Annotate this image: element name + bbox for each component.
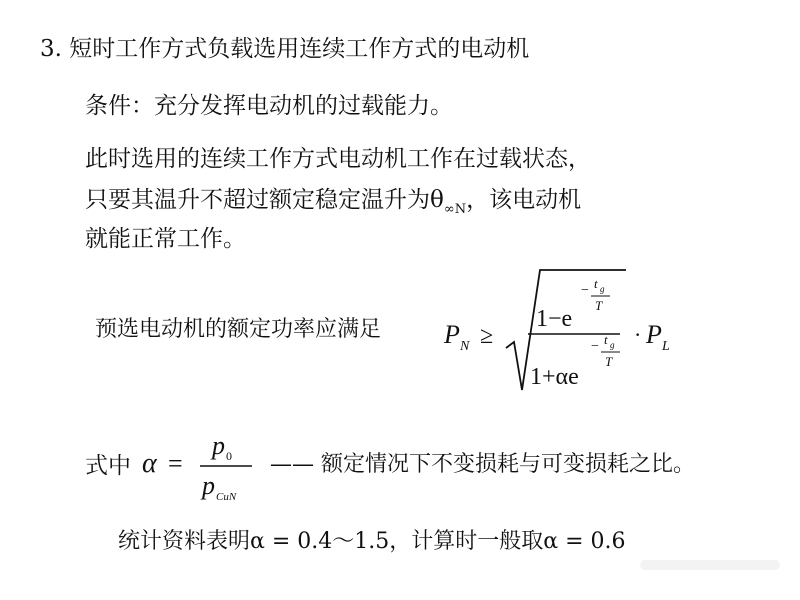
alpha-den-p: p bbox=[202, 471, 215, 500]
rated-power-formula bbox=[440, 262, 690, 402]
theta-subscript: ∞N bbox=[443, 202, 467, 217]
alpha-dash: —— bbox=[270, 452, 314, 477]
denominator-exp-T: T bbox=[605, 354, 613, 369]
alpha-num-p: p bbox=[212, 431, 225, 460]
formula-label: 预选电动机的额定功率应满足 bbox=[95, 317, 382, 342]
formula-lhs-p: P bbox=[444, 320, 460, 349]
paragraph-line-1: 此时选用的连续工作方式电动机工作在过载状态， bbox=[85, 146, 591, 172]
alpha-den-sub: CuN bbox=[216, 491, 237, 503]
paragraph-line-3: 就能正常工作。 bbox=[85, 226, 246, 252]
alpha-equals: = bbox=[168, 449, 183, 478]
theta-symbol: θ bbox=[430, 187, 444, 213]
watermark-smudge bbox=[640, 556, 780, 574]
statistics-note: 统计资料表明α = 0.4～1.5，计算时一般取α = 0.6 bbox=[118, 529, 626, 554]
numerator-exp-T: T bbox=[595, 298, 603, 313]
denominator-prefix: 1+αe bbox=[530, 364, 579, 390]
numerator-exp-g: g bbox=[600, 284, 605, 294]
paragraph-line-2-pre: 只要其温升不超过额定稳定温升为 bbox=[85, 187, 430, 213]
alpha-description-text: 额定情况下不变损耗与可变损耗之比。 bbox=[321, 452, 696, 477]
formula-rhs-p: P bbox=[646, 320, 662, 349]
numerator-exp-t: t bbox=[594, 276, 598, 291]
slide-title: 3. 短时工作方式负载选用连续工作方式的电动机 bbox=[40, 36, 530, 62]
alpha-symbol: α bbox=[142, 448, 157, 479]
formula-rhs-sub: L bbox=[662, 339, 670, 354]
alpha-description bbox=[270, 447, 695, 478]
numerator-exp-minus: − bbox=[581, 283, 589, 298]
denominator-exp-g: g bbox=[610, 340, 615, 350]
condition-text: 条件：充分发挥电动机的过载能力。 bbox=[85, 93, 453, 119]
denominator-exp-minus: − bbox=[591, 339, 599, 354]
formula-relation: ≥ bbox=[480, 323, 494, 349]
formula-lhs-sub: N bbox=[460, 339, 470, 354]
alpha-num-sub: 0 bbox=[226, 449, 232, 463]
paragraph-line-2-post: ，该电动机 bbox=[466, 187, 582, 213]
paragraph-line-2 bbox=[85, 181, 581, 217]
alpha-prefix: 式中 bbox=[85, 453, 131, 479]
alpha-definition-formula bbox=[140, 430, 270, 510]
denominator-exp-t: t bbox=[604, 332, 608, 347]
numerator-prefix: 1−e bbox=[536, 306, 573, 332]
multiply-dot: · bbox=[634, 322, 642, 347]
